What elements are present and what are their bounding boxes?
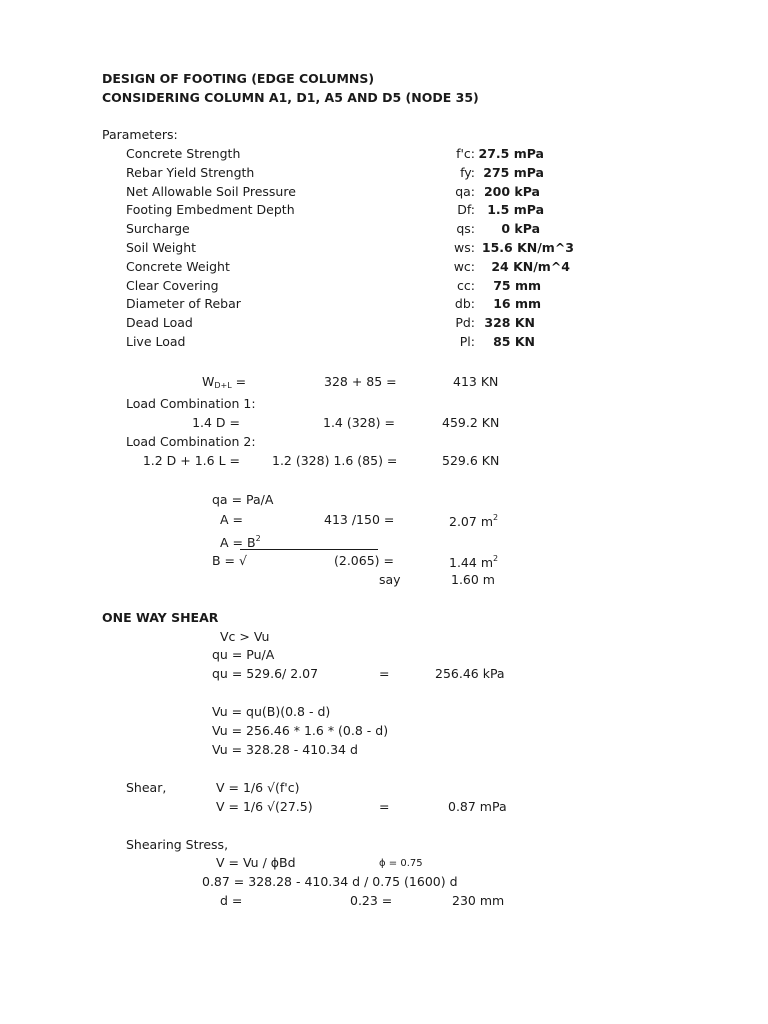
say-label: say: [379, 572, 401, 587]
parameter-label: Surcharge: [126, 221, 190, 236]
qa-equation: qa = Pa/A: [212, 492, 274, 507]
parameter-value: 85 KN: [493, 334, 535, 349]
a1-superscript: 2: [493, 513, 499, 522]
parameters-heading: Parameters:: [102, 127, 178, 142]
load-combination-1-label: Load Combination 1:: [126, 396, 256, 411]
parameter-value: 1.5 mPa: [487, 202, 544, 217]
parameter-value: 15.6 KN/m^3: [481, 240, 574, 255]
a1-lhs: A =: [220, 512, 243, 527]
b-result: [449, 555, 498, 570]
parameter-value: 24 KN/m^4: [491, 259, 570, 274]
a1-expression: 413 /150 =: [324, 512, 395, 527]
w-main: W: [202, 374, 215, 389]
w-dl-label: [202, 376, 246, 390]
say-result: 1.60 m: [451, 572, 495, 587]
v-equation-1: V = 1/6 √(f'c): [216, 780, 300, 795]
parameter-symbol: cc:: [457, 278, 475, 293]
v-result: 0.87 mPa: [448, 799, 507, 814]
a2-rhs: B: [246, 535, 256, 550]
d-lhs: d =: [220, 893, 243, 908]
phi-note: ϕ = 0.75: [379, 858, 423, 869]
parameter-symbol: qa:: [455, 184, 475, 199]
parameter-label: Net Allowable Soil Pressure: [126, 184, 296, 199]
parameter-label: Dead Load: [126, 315, 193, 330]
qu-equation-2: qu = 529.6/ 2.07: [212, 666, 319, 681]
parameter-label: Diameter of Rebar: [126, 296, 241, 311]
a1-value: 2.07: [449, 514, 477, 529]
load-combination-2-label: Load Combination 2:: [126, 434, 256, 449]
lc1-expression: 1.4 (328) =: [323, 415, 395, 430]
w-equals: =: [231, 374, 247, 389]
w-result: 413 KN: [453, 374, 499, 389]
parameter-value: 0 kPa: [501, 221, 540, 236]
parameter-value: 27.5 mPa: [478, 146, 544, 161]
parameter-value: 275 mPa: [483, 165, 544, 180]
parameter-symbol: fy:: [460, 165, 475, 180]
qu-result: 256.46 kPa: [435, 666, 505, 681]
parameter-label: Footing Embedment Depth: [126, 202, 295, 217]
qu-equation-1: qu = Pu/A: [212, 647, 275, 662]
parameter-label: Soil Weight: [126, 240, 197, 255]
vu-equation-3: Vu = 328.28 - 410.34 d: [212, 742, 358, 757]
a2-equation: [220, 535, 261, 550]
stress-equation: V = Vu / ϕBd: [216, 855, 296, 870]
parameter-symbol: qs:: [456, 221, 475, 236]
d-result: 230 mm: [452, 893, 505, 908]
a1-result: [449, 514, 498, 529]
shear-label: Shear,: [126, 780, 167, 795]
vc-vu-condition: Vc > Vu: [220, 629, 270, 644]
w-expression: 328 + 85 =: [324, 374, 397, 389]
lc2-expression: 1.2 (328) 1.6 (85) =: [272, 453, 398, 468]
a1-unit: m: [480, 514, 494, 529]
stress-equation-2: 0.87 = 328.28 - 410.34 d / 0.75 (1600) d: [202, 874, 458, 889]
sqrt-overline: [240, 549, 378, 550]
b-superscript: 2: [493, 554, 499, 563]
parameter-symbol: Pl:: [459, 334, 475, 349]
parameter-symbol: Pd:: [455, 315, 475, 330]
v-equation-2: V = 1/6 √(27.5): [216, 799, 313, 814]
b-lhs: B = √: [212, 553, 247, 568]
parameter-label: Clear Covering: [126, 278, 219, 293]
document-title: DESIGN OF FOOTING (EDGE COLUMNS): [102, 71, 375, 86]
parameter-symbol: wc:: [453, 259, 475, 274]
parameter-symbol: f'c:: [456, 146, 475, 161]
v-equals: =: [379, 799, 390, 814]
parameter-label: Concrete Weight: [126, 259, 230, 274]
one-way-shear-heading: ONE WAY SHEAR: [102, 610, 219, 625]
parameter-value: 328 KN: [484, 315, 535, 330]
parameter-value: 75 mm: [493, 278, 541, 293]
b-expression: (2.065) =: [334, 553, 394, 568]
vu-equation-1: Vu = qu(B)(0.8 - d): [212, 704, 331, 719]
b-value: 1.44: [449, 555, 477, 570]
d-expression: 0.23 =: [350, 893, 393, 908]
parameter-label: Live Load: [126, 334, 186, 349]
parameter-label: Rebar Yield Strength: [126, 165, 255, 180]
a2-lhs: A =: [220, 535, 243, 550]
shearing-stress-label: Shearing Stress,: [126, 837, 229, 852]
parameter-symbol: ws:: [454, 240, 475, 255]
qu-equals: =: [379, 666, 390, 681]
b-unit: m: [480, 555, 494, 570]
lc2-lhs: 1.2 D + 1.6 L =: [142, 453, 240, 468]
parameter-value: 16 mm: [493, 296, 541, 311]
parameter-label: Concrete Strength: [126, 146, 241, 161]
parameter-symbol: db:: [454, 296, 475, 311]
lc2-result: 529.6 KN: [442, 453, 500, 468]
lc1-result: 459.2 KN: [442, 415, 500, 430]
parameter-value: 200 kPa: [483, 184, 540, 199]
document-subtitle: CONSIDERING COLUMN A1, D1, A5 AND D5 (NODE 35): [102, 90, 479, 105]
parameter-symbol: Df:: [457, 202, 475, 217]
vu-equation-2: Vu = 256.46 * 1.6 * (0.8 - d): [212, 723, 389, 738]
a2-superscript: 2: [255, 534, 261, 543]
w-subscript: D+L: [214, 381, 232, 390]
lc1-lhs: 1.4 D =: [192, 415, 240, 430]
